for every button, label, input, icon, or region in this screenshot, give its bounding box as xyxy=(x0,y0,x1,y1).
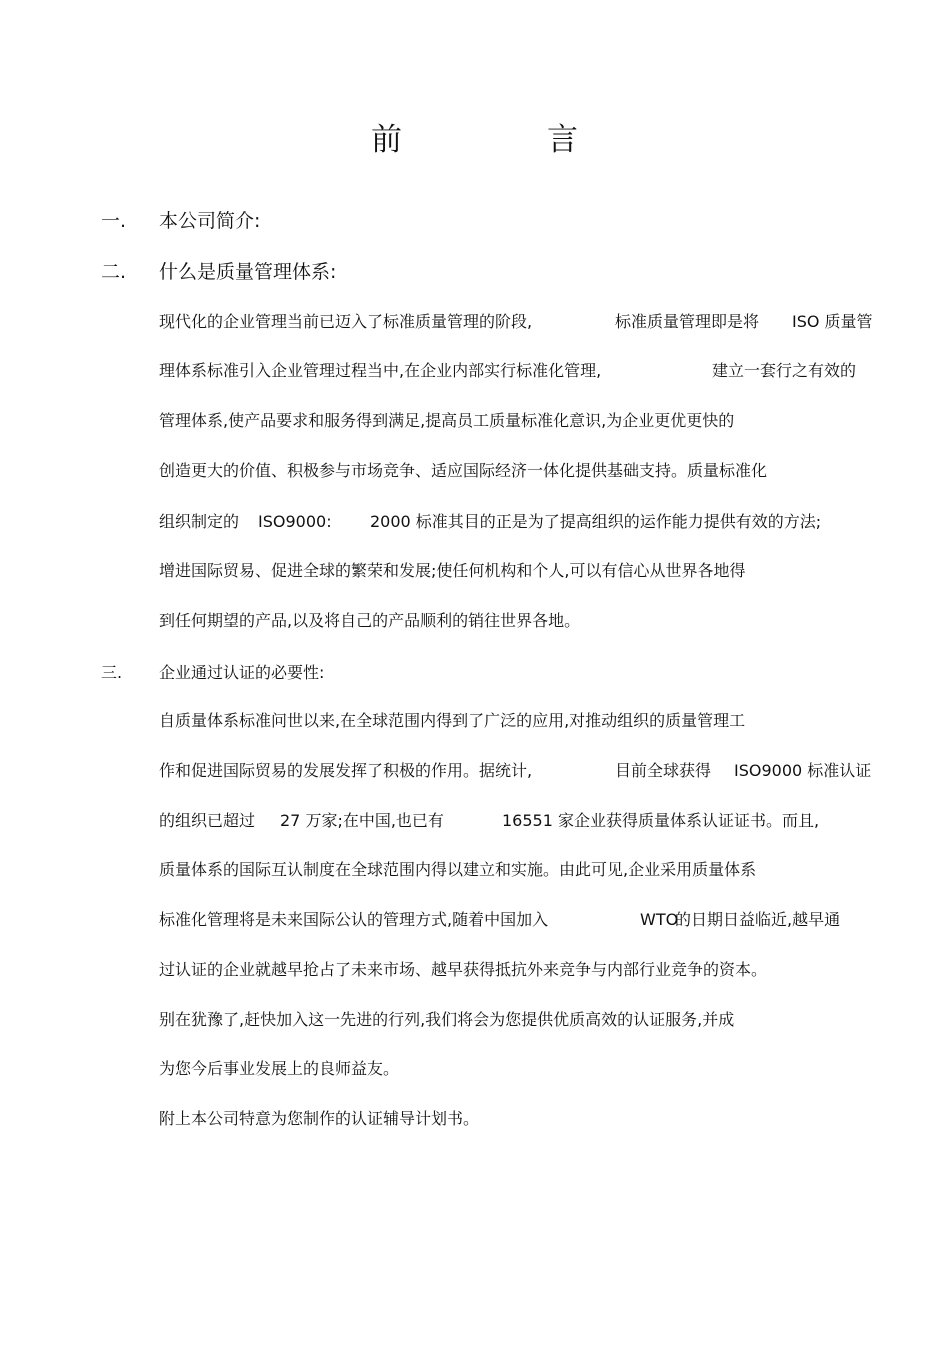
text-run: 过认证的企业就越早抢占了未来市场、越早获得抵抗外来竞争与内部行业竞争的资本。 xyxy=(159,960,768,979)
text-run: 2000 标准其目的正是为了提高组织的运作能力提供有效的方法; xyxy=(370,512,822,531)
text-run: 增进国际贸易、促进全球的繁荣和发展;使任何机构和个人,可以有信心从世界各地得 xyxy=(159,561,746,580)
title-char-1: 前 xyxy=(371,122,402,158)
text-run: 标准化管理将是未来国际公认的管理方式,随着中国加入 xyxy=(159,910,549,929)
text-run: 标准质量管理即是将 xyxy=(615,312,760,331)
section-title: 本公司简介: xyxy=(159,210,261,232)
paragraph-line xyxy=(159,558,745,584)
text-run: 27 万家;在中国,也已有 xyxy=(280,811,444,830)
text-run: 质量体系的国际互认制度在全球范围内得以建立和实施。由此可见,企业采用质量体系 xyxy=(159,860,757,879)
text-run: 管理体系,使产品要求和服务得到满足,提高员工质量标准化意识,为企业更优更快的 xyxy=(159,411,735,430)
text-run: ISO9000 标准认证 xyxy=(734,761,872,780)
text-run: 别在犹豫了,赶快加入这一先进的行列,我们将会为您提供优质高效的认证服务,并成 xyxy=(159,1010,735,1029)
paragraph-line xyxy=(159,509,822,535)
paragraph-line xyxy=(159,309,873,335)
text-run: 现代化的企业管理当前已迈入了标准质量管理的阶段, xyxy=(159,312,533,331)
paragraph-line xyxy=(159,408,734,434)
paragraph-line xyxy=(159,1007,734,1033)
text-run: 作和促进国际贸易的发展发挥了积极的作用。据统计, xyxy=(159,761,533,780)
paragraph-line xyxy=(159,758,872,784)
text-run: 为您今后事业发展上的良师益友。 xyxy=(159,1059,400,1078)
section-number: 三. xyxy=(101,663,123,682)
paragraph-line xyxy=(159,1056,399,1082)
section-number: 一. xyxy=(101,210,127,232)
text-run: ISO9000: xyxy=(258,512,332,531)
text-run: 的组织已超过 xyxy=(159,811,256,830)
section-number: 二. xyxy=(101,261,127,283)
paragraph-line xyxy=(159,708,745,734)
text-run: 理体系标准引入企业管理过程当中,在企业内部实行标准化管理, xyxy=(159,361,602,380)
paragraph-line xyxy=(159,857,756,883)
text-run: 到任何期望的产品,以及将自己的产品顺利的销往世界各地。 xyxy=(159,611,581,630)
paragraph-line xyxy=(159,1106,479,1132)
text-run: 16551 家企业获得质量体系认证证书。而且, xyxy=(502,811,820,830)
section-title: 企业通过认证的必要性: xyxy=(159,663,325,682)
page-title xyxy=(0,118,950,162)
text-run: 创造更大的价值、积极参与市场竞争、适应国际经济一体化提供基础支持。质量标准化 xyxy=(159,461,768,480)
section-title: 什么是质量管理体系: xyxy=(159,261,337,283)
text-run: 的日期日益临近,越早通 xyxy=(675,910,841,929)
text-run: 建立一套行之有效的 xyxy=(712,361,857,380)
text-run: 目前全球获得 xyxy=(615,761,712,780)
text-run: ISO 质量管 xyxy=(792,312,873,331)
paragraph-line xyxy=(159,458,767,484)
text-run: 自质量体系标准问世以来,在全球范围内得到了广泛的应用,对推动组织的质量管理工 xyxy=(159,711,746,730)
paragraph-line xyxy=(159,957,767,983)
paragraph-line xyxy=(159,808,820,834)
paragraph-line xyxy=(159,608,580,634)
text-run: 组织制定的 xyxy=(159,512,240,531)
title-char-2: 言 xyxy=(547,122,578,158)
paragraph-line xyxy=(159,358,857,384)
text-run: 附上本公司特意为您制作的认证辅导计划书。 xyxy=(159,1109,480,1128)
paragraph-line xyxy=(159,907,841,933)
text-run: WTO xyxy=(640,910,679,929)
